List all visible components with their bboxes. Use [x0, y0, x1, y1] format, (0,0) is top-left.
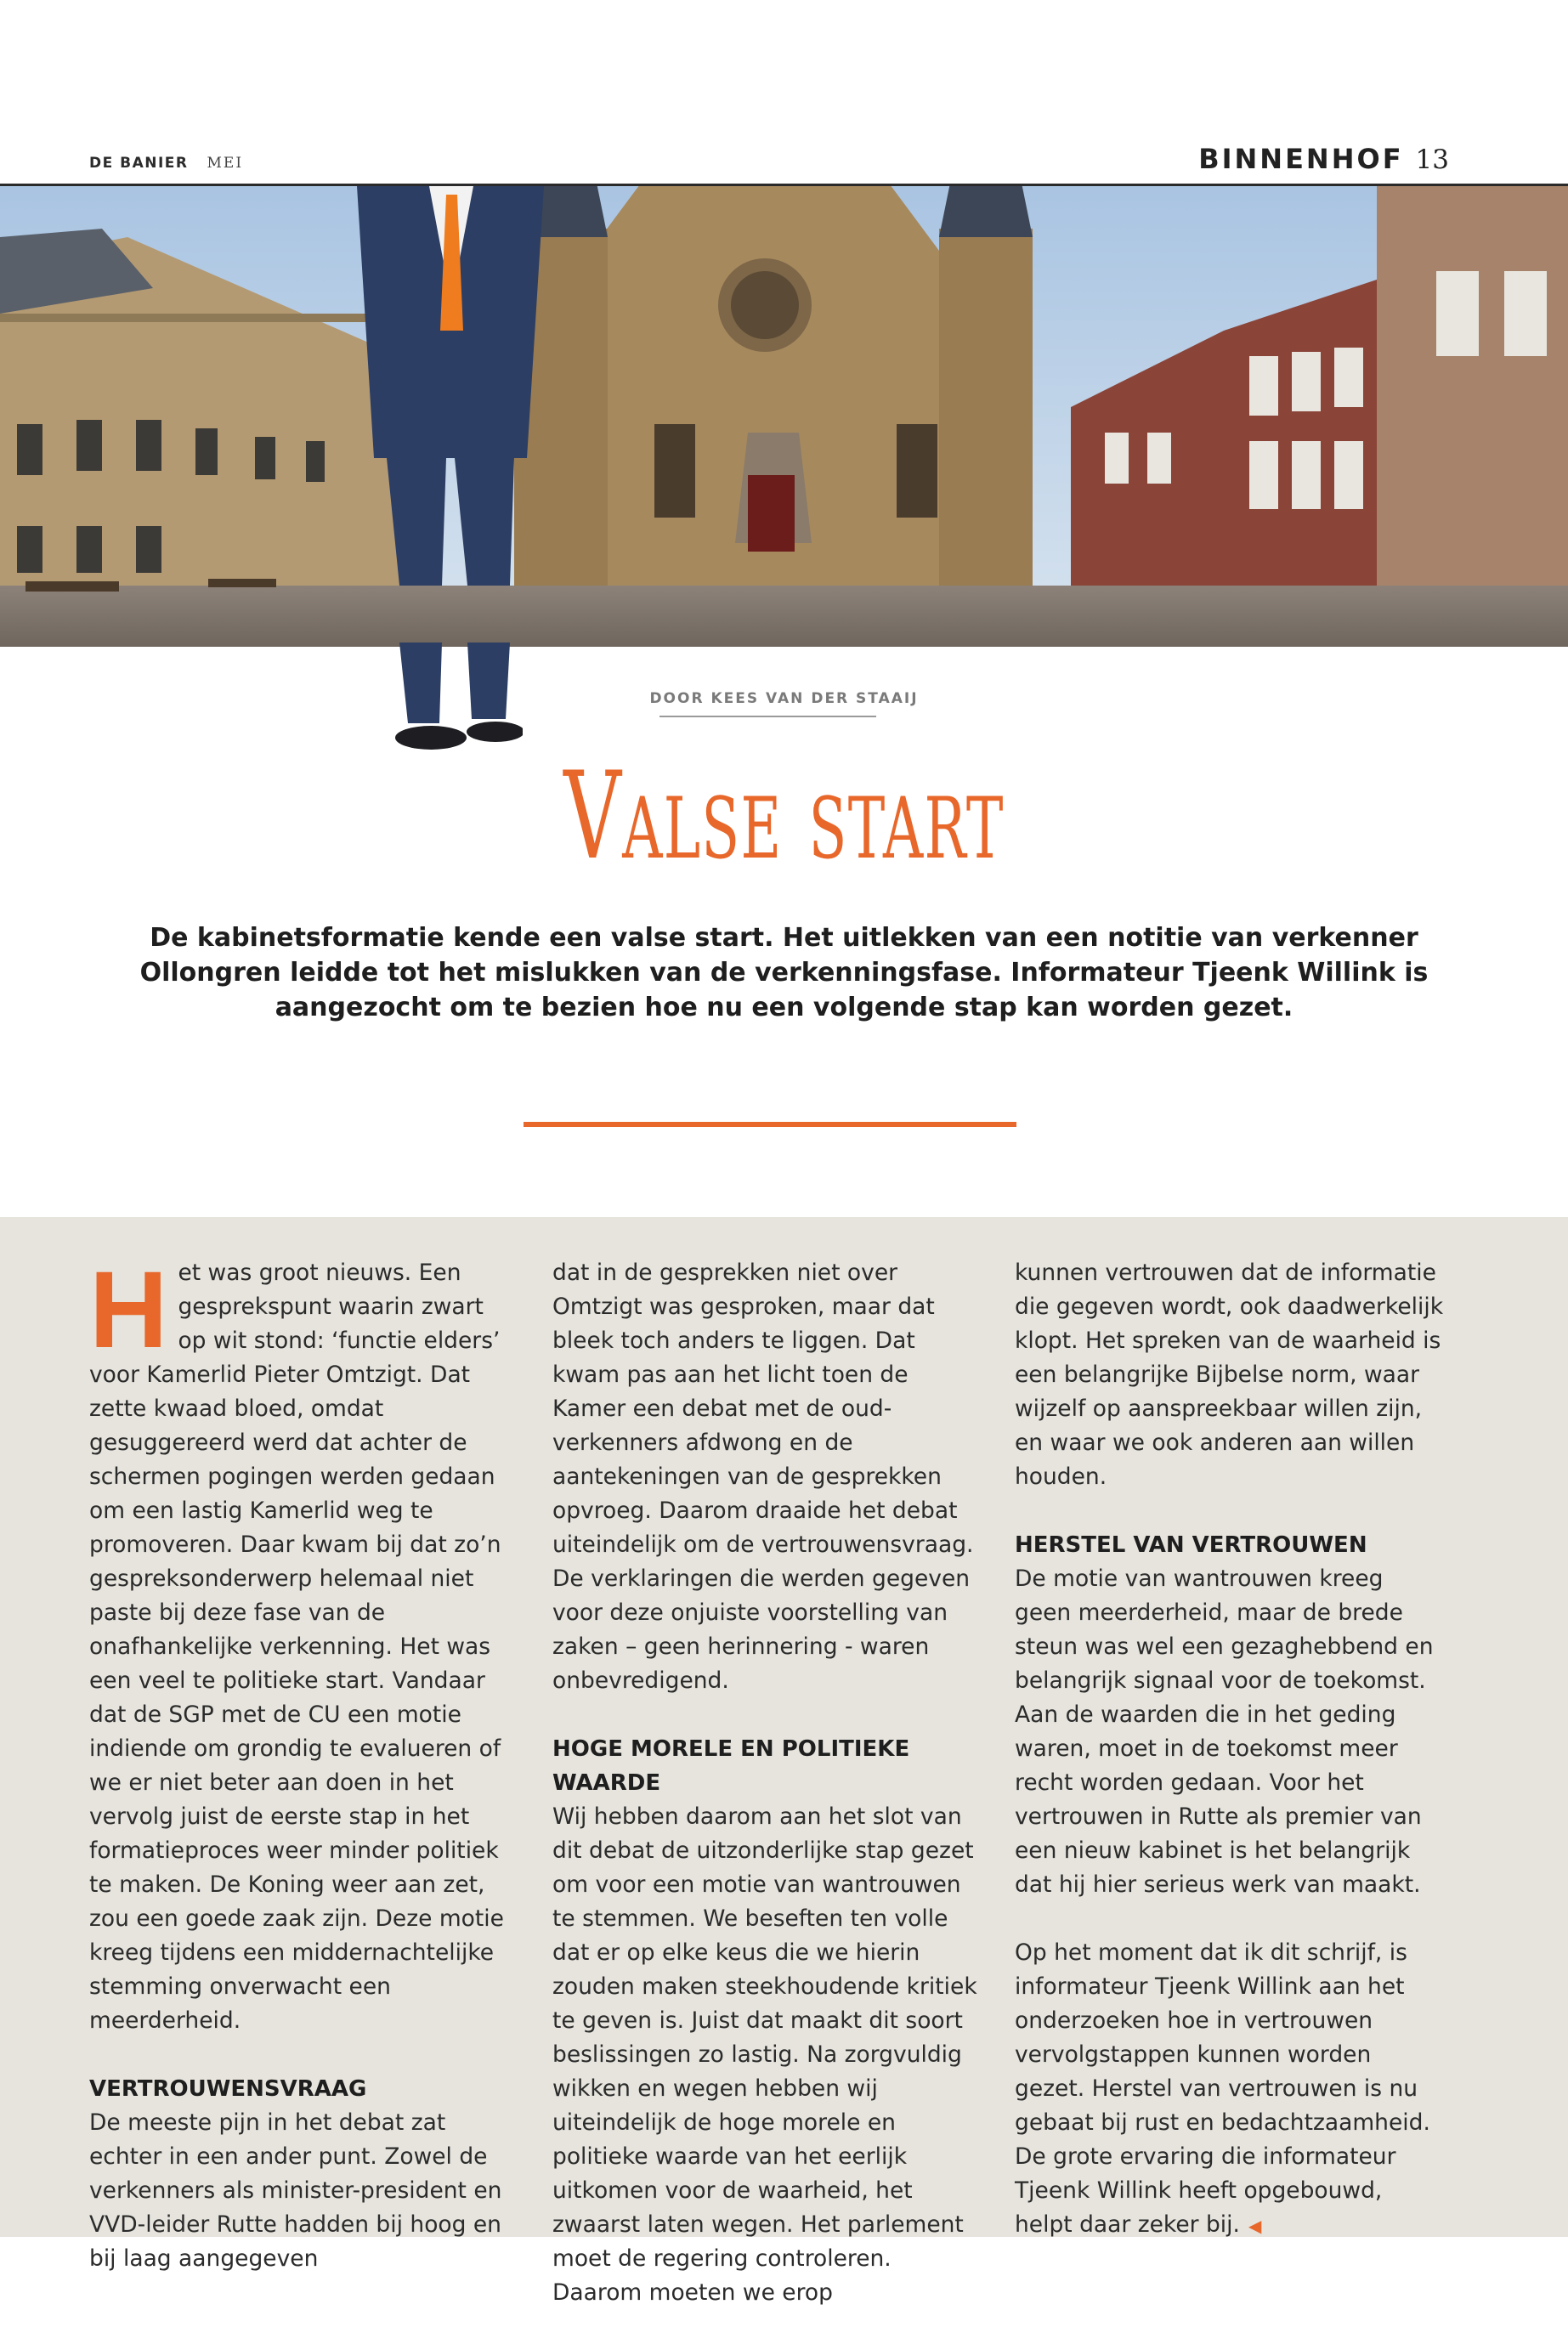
article-column-3	[1015, 1256, 1444, 2277]
paragraph: et was groot nieuws. Een gesprekspunt waarin zwart op wit stond: ‘functie elders’ voor Kamerlid Pieter Omtzigt. Dat zette kwaad bloed, omdat gesuggereerd werd dat achter de schermen pogingen werden gedaan om een lastig Kamerlid weg te promoveren. Daar kwam bij dat zo’n gespreksonderwerp helemaal niet paste bij deze fase van de onafhankelijke verkenning. Het was een veel te politieke start. Vandaar dat de SGP met de CU een motie indiende om grondig te evalueren of we er niet beter aan doen in het vervolg juist de eerste stap in het formatieproces weer minder politiek te maken. De Koning weer aan zet, zou een goede zaak zijn. Deze motie kreeg tijdens een middernachtelijke stemming onverwacht een meerderheid.	[89, 1260, 504, 2034]
running-header-right	[1198, 143, 1449, 175]
paragraph: Wij hebben daarom aan het slot van dit debat de uitzonderlijke stap gezet om voor een motie van wantrouwen te stemmen. We beseften ten volle dat er op elke keus die we hierin zouden maken steekhoudende kritiek te geven is. Juist dat maakt dit soort beslissingen zo lastig. Na zorgvuldig wikken en wegen hebben wij uiteindelijk de hoge morele en politieke waarde van het eerlijk uitkomen voor de waarheid, het zwaarst laten wegen. Het parlement moet de regering controleren. Daarom moeten we erop	[552, 1803, 977, 2306]
section-name: BINNENHOF	[1198, 143, 1404, 175]
binnenhof-photo	[0, 186, 1568, 647]
paragraph: De meeste pijn in het debat zat echter in een ander punt. Zowel de verkenners als minister-president en VVD-leider Rutte hadden bij hoog en bij laag aangegeven	[89, 2109, 502, 2272]
header-rule	[0, 184, 1568, 186]
article-column-1	[89, 1249, 518, 2310]
issue-month: MEI	[207, 155, 244, 172]
drop-cap: H	[89, 1249, 168, 1371]
paragraph: dat in de gesprekken niet over Omtzigt was gesproken, maar dat bleek toch anders te liggen. Dat kwam pas aan het licht toen de Kamer een debat met de oud-verkenners afdwong en de aantekeningen van de gesprekken opvroeg. Daarom draaide het debat uiteindelijk om de vertrouwensvraag. De verklaringen die werden gegeven voor deze onjuiste voorstelling van zaken – geen herinnering - waren onbevredigend.	[552, 1260, 974, 1694]
byline-rule	[659, 716, 876, 717]
byline: DOOR KEES VAN DER STAAIJ	[649, 690, 919, 707]
article-title: Valse start	[563, 746, 1005, 886]
subheading: VERTROUWENSVRAAG	[89, 2076, 367, 2102]
subheading: HERSTEL VAN VERTROUWEN	[1015, 1532, 1367, 1558]
paragraph: kunnen vertrouwen dat de informatie die gegeven wordt, ook daadwerkelijk klopt. Het spreken van de waarheid is een belangrijke Bijbelse norm, waar wijzelf op aanspreekbaar willen zijn, en waar we ook anderen aan willen houden.	[1015, 1260, 1444, 1490]
subheading: HOGE MORELE EN POLITIEKE WAARDE	[552, 1736, 910, 1796]
article-column-2	[552, 1256, 982, 2344]
end-mark-icon: ◀	[1248, 2216, 1262, 2236]
page-number: 13	[1415, 144, 1449, 175]
article-lead: De kabinetsformatie kende een valse start. Het uitlekken van een notitie van verkenner Ollongren leidde tot het mislukken van de verkenningsfase. Informateur Tjeenk Willink is aangezocht om te bezien hoe nu een volgende stap kan worden gezet.	[139, 923, 1429, 1022]
publication-name: DE BANIER	[89, 155, 189, 172]
title-divider	[524, 1122, 1016, 1127]
paragraph: Op het moment dat ik dit schrijf, is informateur Tjeenk Willink aan het onderzoeken hoe in vertrouwen vervolgstappen kunnen worden gezet. Herstel van vertrouwen is nu gebaat bij rust en bedachtzaamheid. De grote ervaring die informateur Tjeenk Willink heeft opgebouwd, helpt daar zeker bij.	[1015, 1939, 1430, 2238]
paragraph: De motie van wantrouwen kreeg geen meerderheid, maar de brede steun was wel een gezaghebbend en belangrijk signaal voor de toekomst. Aan de waarden die in het geding waren, moet in de toekomst meer recht worden gedaan. Voor het vertrouwen in Rutte als premier van een nieuw kabinet is het belangrijk dat hij hier serieus werk van maakt.	[1015, 1565, 1434, 1898]
running-header-left	[89, 155, 243, 172]
